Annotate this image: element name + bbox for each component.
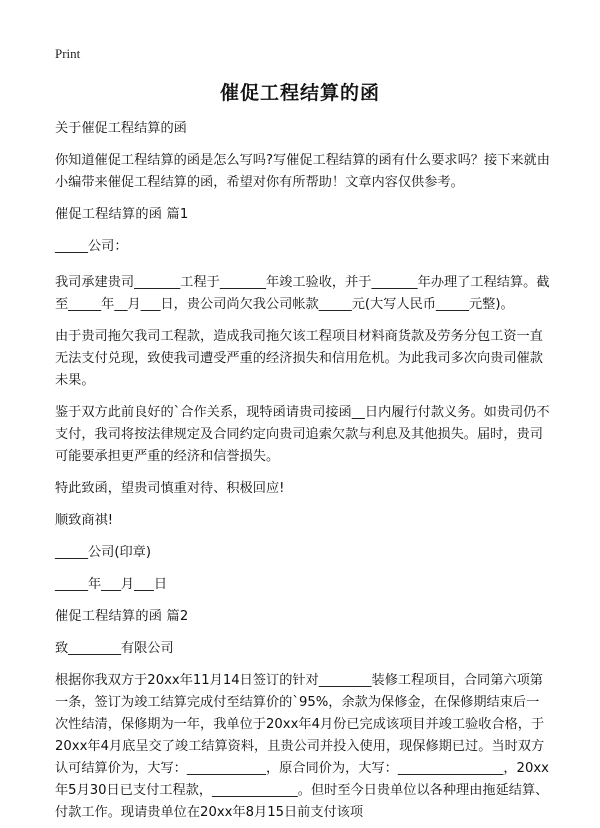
print-label: Print — [55, 46, 81, 61]
intro-paragraph: 你知道催促工程结算的函是怎么写吗?写催促工程结算的函有什么要求吗？接下来就由小编带来催促工程结算的函，希望对你有所帮助！文章内容仅供参考。 — [55, 153, 550, 190]
regards-line: 顺致商祺! — [55, 513, 114, 528]
paragraph-settlement: 我司承建贵司_______工程于_______年竣工验收，并于_______年办理了工程结算。截至_____年__月___日，贵公司尚欠我公司帐款_____元(大写人民币_____元整)。 — [55, 275, 550, 312]
section-title-1: 催促工程结算的函 篇1 — [55, 207, 189, 222]
document-title: 催促工程结算的函 — [219, 82, 380, 104]
company-seal-line: _____公司(印章) — [55, 545, 152, 560]
salutation-2: 致________有限公司 — [55, 641, 174, 656]
paragraph-contract: 根据你我双方于20xx年11月14日签订的针对________装修工程项目，合同第六项第一条，签订为竣工结算完成付至结算价的`95%，余款为保修金，在保修期结束后一次性结清，保修期为一年，我单位于20xx年4月份已完成该项目并竣工验收合格，于20xx年4月底呈交了竣工结算资料，且贵公司并投入使用，现保修期已过。当时双方认可结算价为，大写：____________，原合同价为，大写：________________，20xx年5月30日已支付工程款，_____________。但时至今日贵单位以各种理由拖延结算、付款工作。现请贵单位在20xx年8月15日前支付该项 — [55, 673, 549, 820]
paragraph-demand: 鉴于双方此前良好的`合作关系，现特函请贵司接函__日内履行付款义务。如贵司仍不支付，我司将按法律规定及合同约定向贵司追索欠款与利息及其他损失。届时，贵司可能要承担更严重的经济和信誉损失。 — [55, 405, 550, 464]
document-body — [55, 118, 551, 824]
salutation-1: _____公司： — [55, 239, 128, 254]
closing-line: 特此致函，望贵司慎重对待、积极回应! — [55, 481, 285, 496]
section-title-2: 催促工程结算的函 篇2 — [55, 609, 189, 624]
paragraph-arrears: 由于贵司拖欠我司工程款，造成我司拖欠该工程项目材料商货款及劳务分包工资一直无法支付兑现，致使我司遭受严重的经济损失和信用危机。为此我司多次向贵司催款未果。 — [55, 329, 543, 388]
date-line: _____年___月___日 — [55, 577, 168, 592]
intro-heading: 关于催促工程结算的函 — [55, 121, 187, 136]
